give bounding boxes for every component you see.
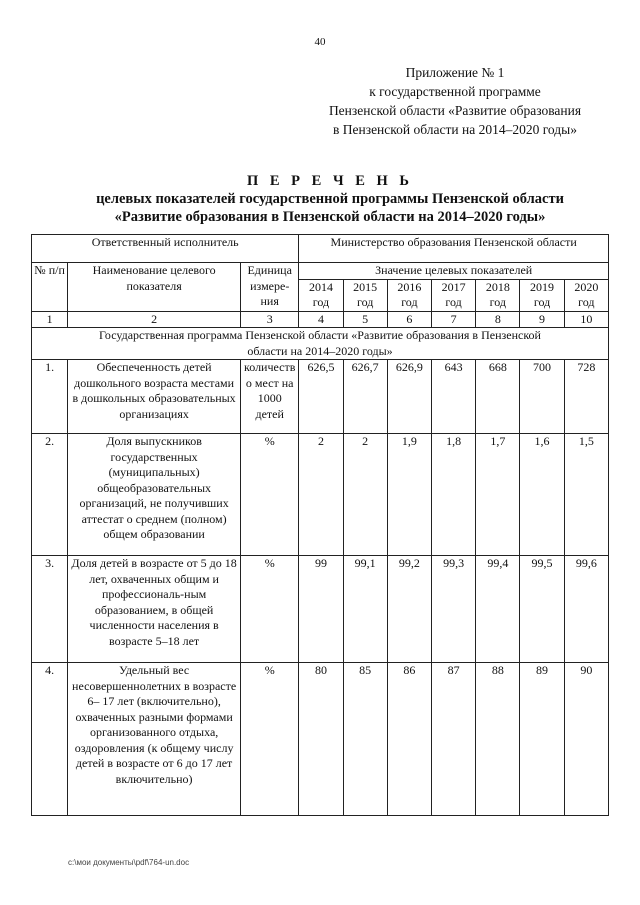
table-row [32, 360, 609, 434]
indicator-value: 87 [432, 663, 476, 816]
indicator-value: 1,6 [520, 434, 564, 556]
program-title: Государственная программа Пензенской области «Развитие образования в Пензенской области на 2014–2020 годы» [32, 328, 609, 360]
year-header: 2018 год [476, 279, 520, 311]
responsible-label: Ответственный исполнитель [32, 235, 299, 263]
year-header: 2014 год [299, 279, 343, 311]
indicator-value: 1,9 [387, 434, 431, 556]
year-header: 2017 год [432, 279, 476, 311]
indicator-value: 643 [432, 360, 476, 434]
responsible-value: Министерство образования Пензенской области [299, 235, 609, 263]
indicator-name: Удельный вес несовершеннолетних в возрасте 6– 17 лет (включительно), охваченных разными формами организованного отдыха, оздоровления (к общему числу детей в возрасте от 6 до 17 лет включительно) [68, 663, 241, 816]
table-row [32, 663, 609, 816]
indicator-value: 700 [520, 360, 564, 434]
col-name-header: Наименование целевого показателя [68, 263, 241, 312]
year-header: 2016 год [387, 279, 431, 311]
table-row [32, 434, 609, 556]
indicator-value: 626,9 [387, 360, 431, 434]
column-number: 10 [564, 311, 608, 328]
responsible-row [32, 235, 609, 263]
column-number: 5 [343, 311, 387, 328]
appendix-header [300, 63, 610, 139]
indicator-name: Доля выпускников государственных (муниципальных) общеобразовательных организаций, не получивших аттестат о среднем (полном) общем образовании [68, 434, 241, 556]
column-number: 3 [241, 311, 299, 328]
column-number-row [32, 311, 609, 328]
title-heading: П Е Р Е Ч Е Н Ь [246, 173, 414, 189]
indicator-value: 80 [299, 663, 343, 816]
indicator-value: 99,6 [564, 556, 608, 663]
col-values-header: Значение целевых показателей [299, 263, 609, 280]
table-row [32, 556, 609, 663]
col-unit-header: Единица измере-ния [241, 263, 299, 312]
indicator-unit: % [241, 663, 299, 816]
appendix-line4: в Пензенской области на 2014–2020 годы» [333, 122, 577, 137]
row-number: 3. [32, 556, 68, 663]
page-number: 40 [314, 36, 326, 48]
indicator-value: 99,2 [387, 556, 431, 663]
column-number: 1 [32, 311, 68, 328]
indicator-value: 99,4 [476, 556, 520, 663]
indicator-value: 85 [343, 663, 387, 816]
appendix-line2: к государственной программе [369, 84, 541, 99]
indicator-value: 1,8 [432, 434, 476, 556]
document-title [70, 172, 590, 226]
indicator-value: 86 [387, 663, 431, 816]
appendix-line1: Приложение № 1 [405, 65, 505, 80]
file-path-footer: c:\мои документы\pdf\764-un.doc [68, 858, 190, 867]
indicator-value: 99,3 [432, 556, 476, 663]
column-number: 6 [387, 311, 431, 328]
column-header-row [32, 263, 609, 280]
column-number: 7 [432, 311, 476, 328]
indicator-value: 99 [299, 556, 343, 663]
indicator-value: 99,5 [520, 556, 564, 663]
indicator-value: 626,7 [343, 360, 387, 434]
indicator-value: 89 [520, 663, 564, 816]
indicator-value: 88 [476, 663, 520, 816]
year-header: 2019 год [520, 279, 564, 311]
indicator-value: 99,1 [343, 556, 387, 663]
indicator-value: 1,7 [476, 434, 520, 556]
indicator-value: 90 [564, 663, 608, 816]
indicator-value: 626,5 [299, 360, 343, 434]
indicator-name: Доля детей в возрасте от 5 до 18 лет, охваченных общим и профессиональ-ным образованием, в общей численности населения в возрасте 5–18 лет [68, 556, 241, 663]
title-line2: «Развитие образования в Пензенской области на 2014–2020 годы» [114, 209, 546, 225]
column-number: 9 [520, 311, 564, 328]
title-line1: целевых показателей государственной программы Пензенской области [96, 191, 564, 207]
column-number: 8 [476, 311, 520, 328]
indicator-value: 2 [343, 434, 387, 556]
appendix-line3: Пензенской области «Развитие образования [328, 103, 582, 118]
indicator-unit: % [241, 556, 299, 663]
indicator-value: 668 [476, 360, 520, 434]
indicator-name: Обеспеченность детей дошкольного возраста местами в дошкольных образовательных организациях [68, 360, 241, 434]
year-header: 2015 год [343, 279, 387, 311]
col-num-header: № п/п [32, 263, 68, 312]
indicator-value: 1,5 [564, 434, 608, 556]
indicator-unit: количество мест на 1000 детей [241, 360, 299, 434]
column-number: 2 [68, 311, 241, 328]
row-number: 2. [32, 434, 68, 556]
year-header: 2020 год [564, 279, 608, 311]
row-number: 1. [32, 360, 68, 434]
indicator-value: 2 [299, 434, 343, 556]
column-number: 4 [299, 311, 343, 328]
indicator-value: 728 [564, 360, 608, 434]
row-number: 4. [32, 663, 68, 816]
indicators-table [31, 234, 609, 816]
indicator-unit: % [241, 434, 299, 556]
program-row [32, 328, 609, 360]
